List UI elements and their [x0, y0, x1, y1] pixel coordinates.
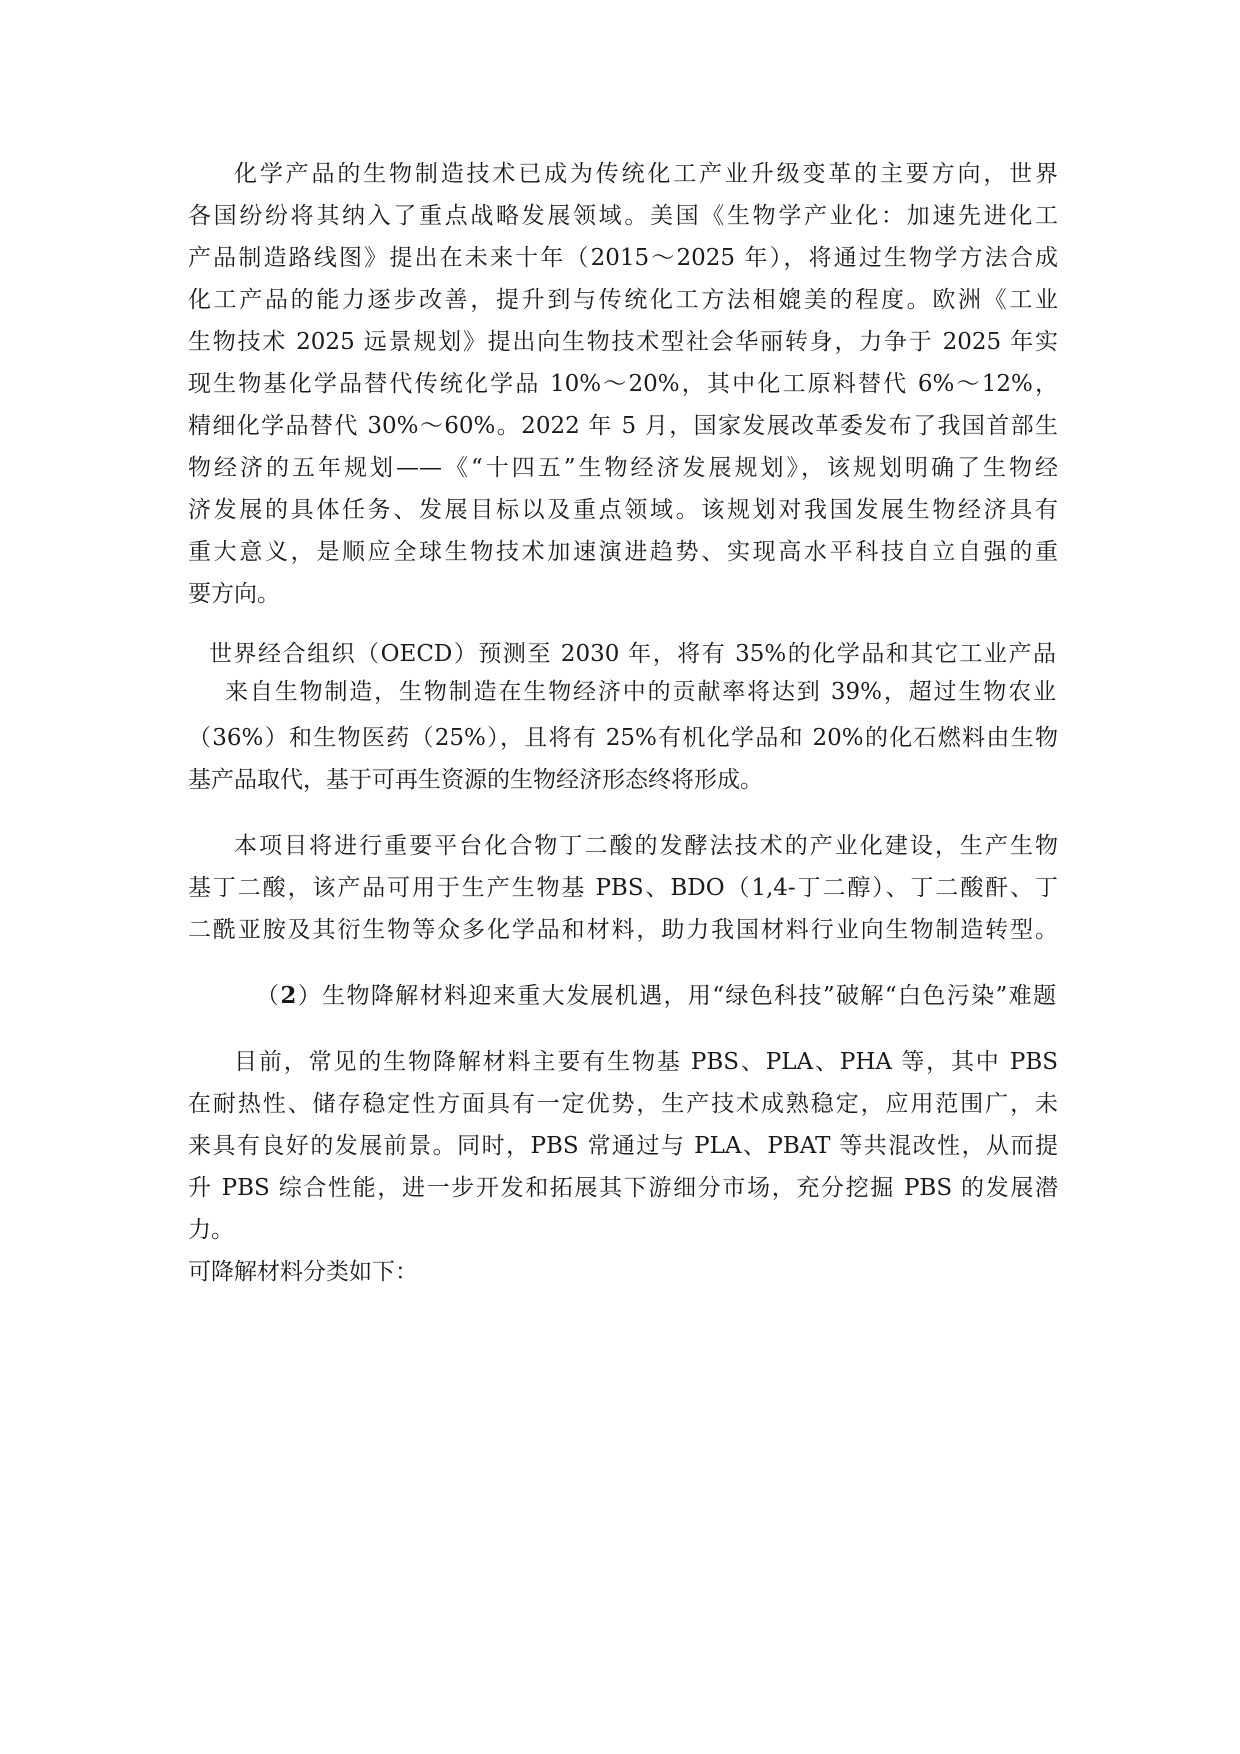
paragraph-line: 本项目将进行重要平台化合物丁二酸的发酵法技术的产业化建设，生产生物	[234, 833, 1058, 859]
heading-number: 2	[280, 982, 297, 1009]
paragraph-line: 化工产品的能力逐步改善，提升到与传统化工方法相媲美的程度。欧洲《工业	[188, 287, 1058, 313]
paragraph-line: 重大意义，是顺应全球生物技术加速演进趋势、实现高水平科技自立自强的重	[188, 539, 1058, 565]
classification-intro: 可降解材料分类如下：	[188, 1259, 418, 1285]
paragraph-line: 来自生物制造，生物制造在生物经济中的贡献率将达到 39%，超过生物农业	[225, 679, 1056, 705]
paragraph-line: 生物技术 2025 远景规划》提出向生物技术型社会华丽转身，力争于 2025 年实	[188, 329, 1058, 355]
paragraph-line: 现生物基化学品替代传统化学品 10%～20%，其中化工原料替代 6%～12%，	[188, 371, 1058, 397]
heading-open-paren: （	[256, 983, 281, 1009]
paragraph-line: 来具有良好的发展前景。同时，PBS 常通过与 PLA、PBAT 等共混改性，从而提	[188, 1133, 1058, 1159]
paragraph-line: 要方向。	[188, 581, 280, 607]
paragraph-line: 化学产品的生物制造技术已成为传统化工产业升级变革的主要方向，世界	[234, 161, 1058, 187]
paragraph-line: 基丁二酸，该产品可用于生产生物基 PBS、BDO（1,4-丁二醇）、丁二酸酐、丁	[188, 875, 1058, 901]
paragraph-line: （36%）和生物医药（25%），且将有 25%有机化学品和 20%的化石燃料由生物	[188, 725, 1058, 751]
paragraph-line: 在耐热性、储存稳定性方面具有一定优势，生产技术成熟稳定，应用范围广，未	[188, 1091, 1058, 1117]
paragraph-line: 世界经合组织（OECD）预测至 2030 年，将有 35%的化学品和其它工业产品	[209, 641, 1056, 667]
paragraph-line: 物经济的五年规划——《“十四五”生物经济发展规划》，该规划明确了生物经	[188, 455, 1058, 481]
paragraph-line: 各国纷纷将其纳入了重点战略发展领域。美国《生物学产业化：加速先进化工	[188, 203, 1058, 229]
paragraph-line: 力。	[188, 1217, 234, 1243]
heading-text: ）生物降解材料迎来重大发展机遇，用“绿色科技”破解“白色污染”难题	[296, 983, 1056, 1009]
paragraph-line: 基产品取代，基于可再生资源的生物经济形态终将形成。	[188, 767, 763, 793]
paragraph-line: 目前，常见的生物降解材料主要有生物基 PBS、PLA、PHA 等，其中 PBS	[234, 1049, 1058, 1075]
paragraph-line: 精细化学品替代 30%～60%。2022 年 5 月，国家发展改革委发布了我国首部生	[188, 413, 1058, 439]
paragraph-line: 升 PBS 综合性能，进一步开发和拓展其下游细分市场，充分挖掘 PBS 的发展潜	[188, 1175, 1058, 1201]
paragraph-line: 产品制造路线图》提出在未来十年（2015～2025 年），将通过生物学方法合成	[188, 245, 1058, 271]
section-heading-2	[256, 978, 1056, 1014]
paragraph-line: 济发展的具体任务、发展目标以及重点领域。该规划对我国发展生物经济具有	[188, 497, 1058, 523]
paragraph-line: 二酰亚胺及其衍生物等众多化学品和材料，助力我国材料行业向生物制造转型。	[188, 917, 1058, 943]
